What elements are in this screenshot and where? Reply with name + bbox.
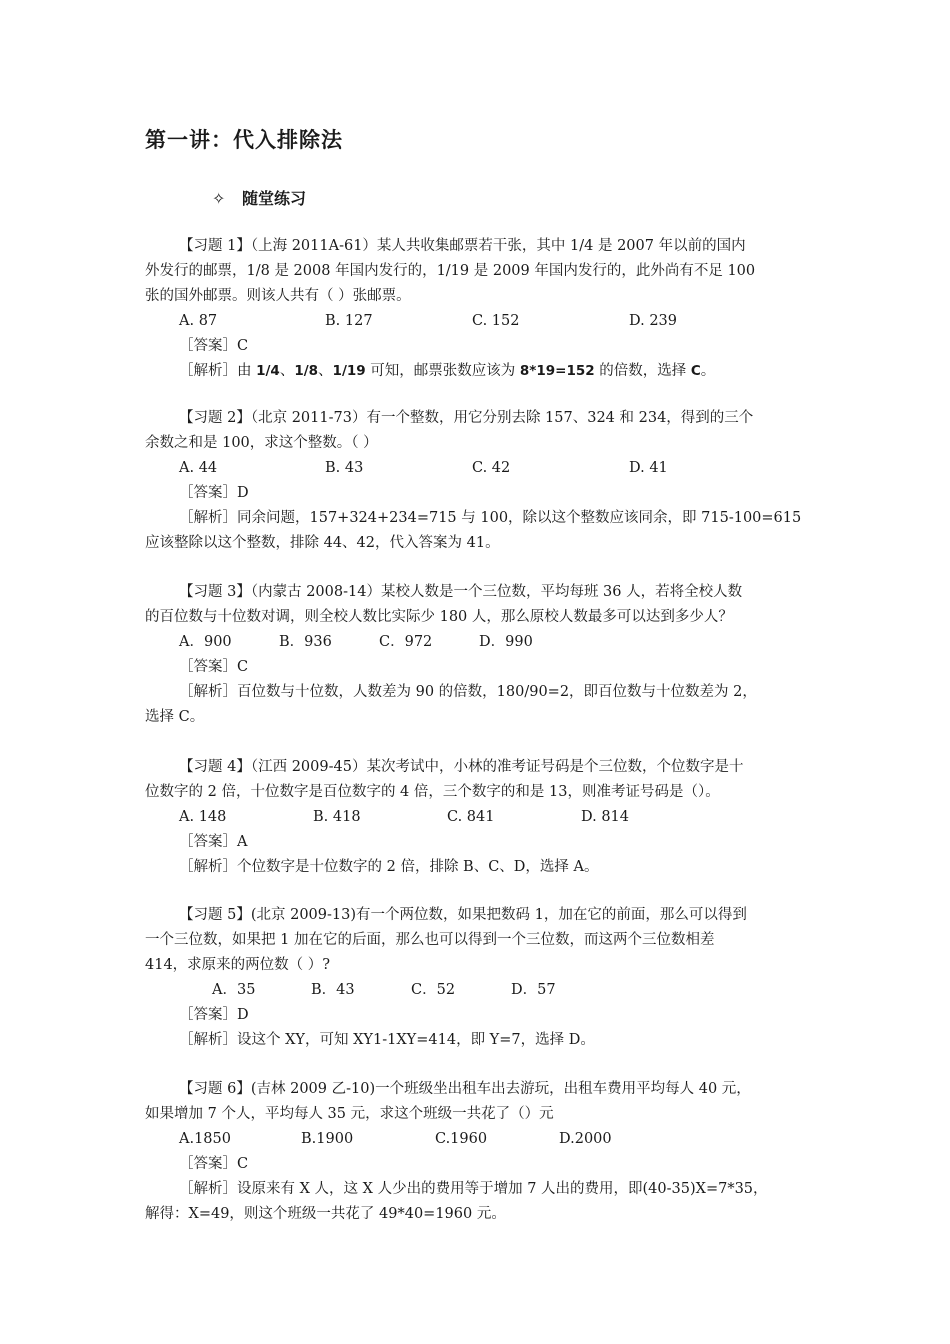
question-line: 【习题 3】（内蒙古 2008-14）某校人数是一个三位数，平均每班 36 人，若将全校人数 <box>179 584 743 600</box>
option-a: A．900 <box>179 634 232 650</box>
option-b: B．43 <box>311 982 355 998</box>
answer-label: ［答案］ <box>179 659 237 675</box>
analysis-text: 设这个 XY，可知 XY1-1XY=414，即 Y=7，选择 D。 <box>237 1032 595 1048</box>
exercise-3 <box>145 580 810 730</box>
option-c: C．972 <box>379 634 433 650</box>
analysis-label: ［解析］ <box>179 1032 237 1048</box>
analysis-bold: 8*19=152 <box>519 363 595 379</box>
option-c: C. 42 <box>472 460 511 476</box>
answer-line <box>145 655 810 680</box>
analysis-text: 可知，邮票张数应该为 <box>365 363 520 379</box>
answer-line <box>145 1003 810 1028</box>
option-b: B．936 <box>279 634 332 650</box>
analysis-line <box>145 680 810 705</box>
question-line: 余数之和是 100，求这个整数。（ ） <box>145 435 378 451</box>
answer-line <box>145 830 810 855</box>
analysis-text: 同余问题，157+324+234=715 与 100，除以这个整数应该同余，即 715-100=615 <box>237 510 802 526</box>
option-b: B. 418 <box>313 809 361 825</box>
answer-line <box>145 481 810 506</box>
analysis-bold: C <box>690 363 701 379</box>
question-line: 【习题 5】(北京 2009-13)有一个两位数，如果把数码 1，加在它的前面，那么可以得到 <box>179 907 747 923</box>
option-d: D.2000 <box>559 1131 612 1147</box>
options-row <box>145 805 810 830</box>
option-a: A. 44 <box>179 460 218 476</box>
option-c: C．52 <box>411 982 456 998</box>
option-a: A. 87 <box>179 313 218 329</box>
question-line: 414，求原来的两位数（ ）? <box>145 957 331 973</box>
exercise-6 <box>145 1077 810 1227</box>
analysis-line <box>145 1177 810 1202</box>
answer-label: ［答案］ <box>179 338 237 354</box>
analysis-label: ［解析］ <box>179 510 237 526</box>
analysis-line <box>145 855 810 880</box>
options-row <box>145 456 810 481</box>
analysis-text: 百位数与十位数，人数差为 90 的倍数，180/90=2，即百位数与十位数差为 2， <box>237 684 757 700</box>
answer-label: ［答案］ <box>179 485 237 501</box>
analysis-line: 应该整除以这个整数，排除 44、42，代入答案为 41。 <box>145 535 500 551</box>
analysis-label: ［解析］ <box>179 1181 237 1197</box>
option-a: A.1850 <box>179 1131 231 1147</box>
option-d: D. 239 <box>629 313 678 329</box>
option-c: C. 152 <box>472 313 520 329</box>
option-a: A．35 <box>212 982 256 998</box>
answer-value: D <box>237 1007 249 1023</box>
option-b: B. 43 <box>325 460 364 476</box>
option-a: A. 148 <box>179 809 227 825</box>
question-line: 【习题 2】（北京 2011-73）有一个整数，用它分别去除 157、324 和 234，得到的三个 <box>179 410 754 426</box>
option-d: D．990 <box>479 634 533 650</box>
analysis-text: 的倍数，选择 <box>594 363 691 379</box>
option-d: D. 41 <box>629 460 668 476</box>
analysis-line: 选择 C。 <box>145 709 205 725</box>
analysis-text: 由 <box>237 363 257 379</box>
option-b: B.1900 <box>301 1131 354 1147</box>
analysis-text: 。 <box>700 363 716 379</box>
exercise-1 <box>145 234 810 384</box>
answer-value: C <box>237 338 249 354</box>
question-line: 外发行的邮票，1/8 是 2008 年国内发行的，1/19 是 2009 年国内发行的，此外尚有不足 100 <box>145 263 756 279</box>
options-row <box>145 309 810 334</box>
answer-value: D <box>237 485 249 501</box>
analysis-bold: 1/4 <box>256 363 280 379</box>
answer-label: ［答案］ <box>179 834 237 850</box>
analysis-text: 、 <box>279 363 295 379</box>
option-c: C. 841 <box>447 809 495 825</box>
question-line: 的百位数与十位数对调，则全校人数比实际少 180 人，那么原校人数最多可以达到多少人？ <box>145 609 733 625</box>
options-row <box>145 978 810 1003</box>
option-b: B. 127 <box>325 313 373 329</box>
analysis-label: ［解析］ <box>179 684 237 700</box>
analysis-line: 解得：X=49，则这个班级一共花了 49*40=1960 元。 <box>145 1206 506 1222</box>
analysis-text: 个位数字是十位数字的 2 倍，排除 B、C、D，选择 A。 <box>237 859 599 875</box>
question-line: 如果增加 7 个人，平均每人 35 元，求这个班级一共花了（）元 <box>145 1106 554 1122</box>
question-line: 【习题 4】（江西 2009-45）某次考试中，小林的准考证号码是个三位数，个位数字是十 <box>179 759 744 775</box>
answer-label: ［答案］ <box>179 1007 237 1023</box>
question-line: 张的国外邮票。则该人共有（ ）张邮票。 <box>145 288 411 304</box>
answer-line <box>145 334 810 359</box>
exercise-4 <box>145 755 810 880</box>
answer-value: A <box>237 834 248 850</box>
analysis-line <box>145 359 810 384</box>
answer-line <box>145 1152 810 1177</box>
analysis-text: 设原来有 X 人，这 X 人少出的费用等于增加 7 人出的费用，即(40-35)X=7*35， <box>237 1181 768 1197</box>
analysis-bold: 1/19 <box>332 363 366 379</box>
section-label: 随堂练习 <box>242 189 307 208</box>
analysis-text: 、 <box>318 363 333 379</box>
analysis-bold: 1/8 <box>294 363 319 379</box>
option-d: D. 814 <box>581 809 630 825</box>
exercise-5 <box>145 903 810 1053</box>
section-heading <box>212 186 306 209</box>
exercise-2 <box>145 406 810 556</box>
analysis-line <box>145 506 810 531</box>
question-line: 一个三位数，如果把 1 加在它的后面，那么也可以得到一个三位数，而这两个三位数相差 <box>145 932 715 948</box>
options-row <box>145 630 810 655</box>
question-line: 【习题 1】（上海 2011A-61）某人共收集邮票若干张，其中 1/4 是 2007 年以前的国内 <box>179 238 746 254</box>
options-row <box>145 1127 810 1152</box>
answer-value: C <box>237 1156 249 1172</box>
diamond-bullet-icon: ✧ <box>212 189 226 208</box>
analysis-line <box>145 1028 810 1053</box>
answer-label: ［答案］ <box>179 1156 237 1172</box>
question-line: 位数字的 2 倍，十位数字是百位数字的 4 倍，三个数字的和是 13，则准考证号码是（）。 <box>145 784 720 800</box>
question-line: 【习题 6】(吉林 2009 乙-10)一个班级坐出租车出去游玩，出租车费用平均每人 40 元， <box>179 1081 751 1097</box>
analysis-label: ［解析］ <box>179 363 237 379</box>
option-d: D．57 <box>511 982 556 998</box>
page-title: 第一讲：代入排除法 <box>145 128 343 152</box>
option-c: C.1960 <box>435 1131 488 1147</box>
analysis-label: ［解析］ <box>179 859 237 875</box>
answer-value: C <box>237 659 249 675</box>
